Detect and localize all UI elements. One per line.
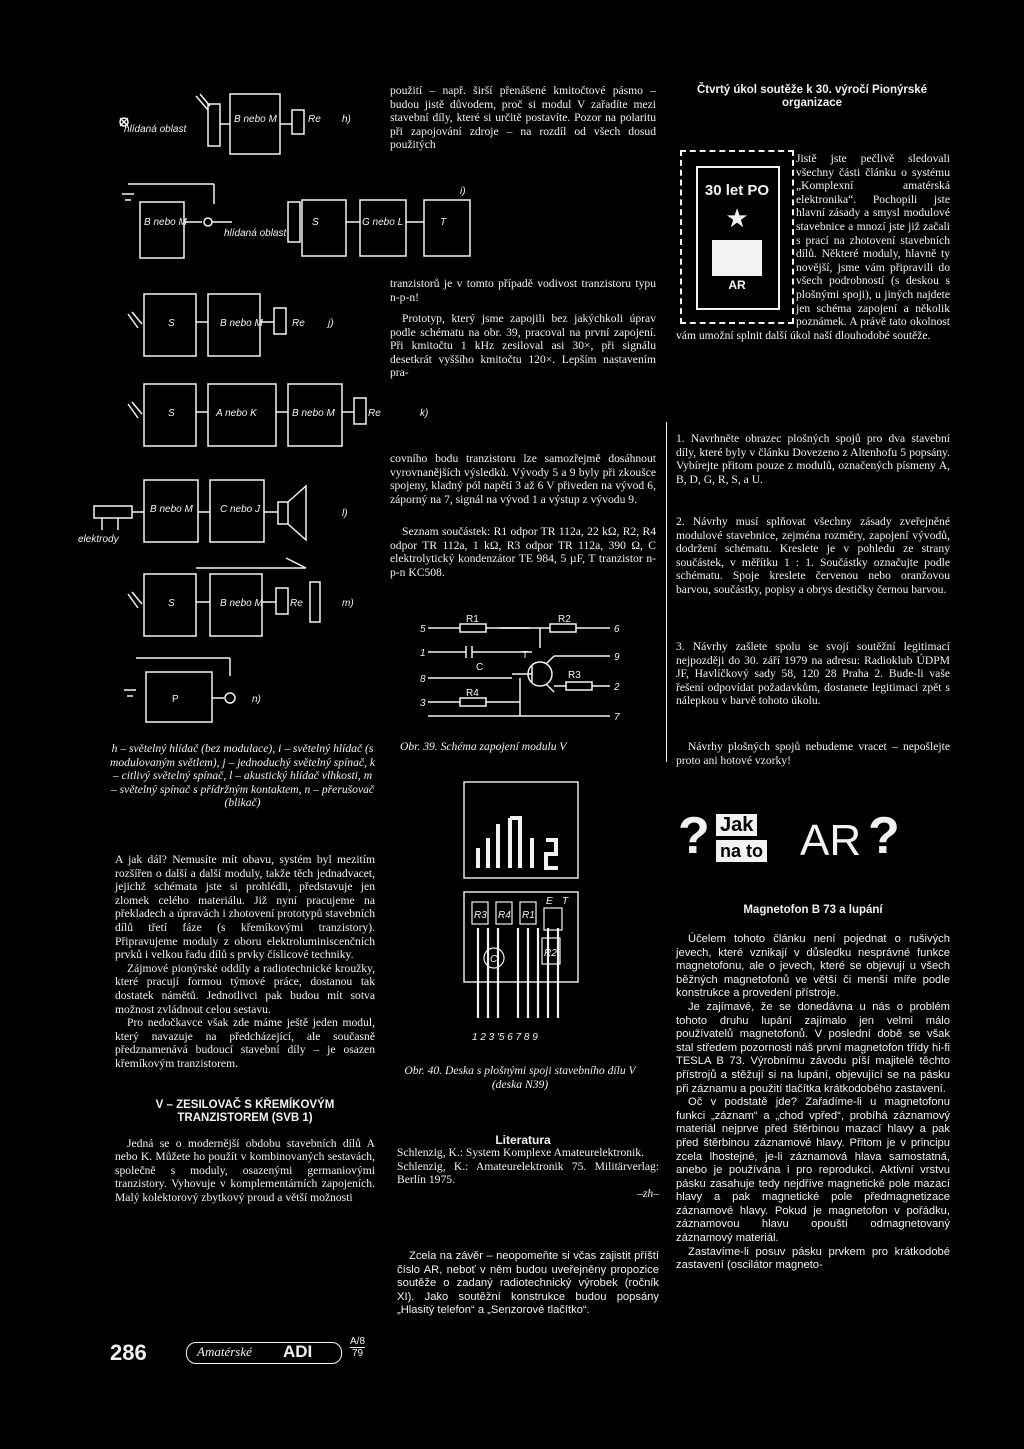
h-label: h)	[342, 114, 351, 125]
m-block-1: S	[168, 598, 175, 609]
pcb-r1: R1	[522, 910, 535, 921]
pin-6: 6	[614, 624, 620, 635]
column-divider	[666, 422, 667, 762]
pcb-e: E	[546, 896, 553, 907]
banner-jak: Jak	[716, 814, 757, 836]
mid-paragraph-3: Prototyp, který jsme zapojili bez jakýchkoli úprav podle schématu na obr. 39, pracoval na první zapojení. Při kmitočtu 1 kHz zesiloval asi 30×, při signálu desetkrát vyššího kmitočtu 120×. Lepším nastavením pra-	[390, 312, 656, 380]
mid-paragraph-6: Zcela na závěr – neopomeňte si včas zajistit příští číslo AR, neboť v něm budou uveřejněny propozice soutěže o zadaný radiotechnický výrobek (ročník XI). Jako soutěžní konstrukce budou popsány „Hlasitý telefon“ a „Senzorové tlačítko“.	[397, 1250, 659, 1317]
n-label: n)	[252, 694, 261, 705]
i-block-3: G nebo L	[362, 217, 404, 228]
pcb-module-v	[458, 778, 588, 1048]
jak-na-to-ar-banner	[678, 807, 908, 868]
magazine-logo	[186, 1342, 342, 1364]
left-paragraph-3: Pro nedočkavce však zde máme ještě jeden modul, který navazuje na předcházející, ale současně předznamenává budoucí stavební díly – je osazen křemíkovým tranzistorem.	[115, 1016, 375, 1070]
j-block-3: Re	[292, 318, 305, 329]
issue: A/8	[350, 1336, 366, 1347]
t-label: T	[522, 650, 529, 661]
pcb-r4: R4	[498, 910, 511, 921]
contest-rule-2: 2. Návrhy musí splňovat všechny zásady zveřejněné modulové stavebnice, zejména rozměry, zapojení vývodů, dodržení schématu. Kreslete je v pohledu ze strany součástek, v měřítku 1 : 1. Součástky označujte podle schématu. Spoje kreslete červenou nebo oranžovou barvou, součástky, popisy a obrys destičky černou barvou.	[676, 515, 950, 596]
i-label: i)	[460, 186, 466, 197]
j-block-2: B nebo M	[220, 318, 263, 329]
left-paragraph-2: Zájmové pionýrské oddíly a radiotechnické kroužky, které pracují formou týmové práce, dostanou tak dostatek námětů. Jednotlivci pak budou mít sotva možnost zvládnout celou sestavu.	[115, 961, 375, 1016]
year: 79	[351, 1348, 364, 1359]
contest-note: Návrhy plošných spojů nebudeme vracet – nepošlejte proto ani hotové vzorky!	[676, 740, 950, 767]
mid-paragraph-4: covního bodu tranzistoru lze samozřejmě dosáhnout vyrovnanějších výsledků. Vývody 5 a 9 byly při zkoušce spojeny, kladný pól napětí 3 až 6 V přiveden na vývod 6, záporný na 7, signál na vývod 1 a výstup z vývodu 9.	[390, 452, 656, 506]
pin-3: 3	[420, 698, 426, 709]
k-block-3: B nebo M	[292, 408, 335, 419]
l-label: l)	[342, 508, 348, 519]
l-block-2: C nebo J	[220, 504, 261, 515]
pcb-r3: R3	[474, 910, 487, 921]
contest-heading: Čtvrtý úkol soutěže k 30. výročí Pionýrské organizace	[696, 84, 928, 109]
stamp-ar: AR	[728, 278, 746, 292]
contest-rule-1: 1. Navrhněte obrazec plošných spojů pro dva stavební díly, které byly v článku Dovezeno z Altenhofu 5 popsány. Vybírejte přitom pouze z modulů, označených písmeny A, B, D, G, R, S, a U.	[676, 432, 950, 486]
issue-number	[350, 1336, 365, 1359]
magnetofon-paragraph-4: Zastavíme-li posuv pásku prvkem pro krátkodobé zastavení (oscilátor magneto-	[676, 1245, 950, 1272]
contest-rule-3: 3. Návrhy zašlete spolu se svojí soutěžní legitimací nejpozději do 30. září 1979 na adresu: Radioklub ÚDPM JF, Havlíčkový sady 58, 120 28 Praha 2. Bude-li vaše řešení odpovídat požadavkům, dostanete legitimaci zpět s nálepkou v barvě tohoto úkolu.	[676, 640, 950, 708]
diagram-k	[128, 384, 428, 446]
contest-paragraph-1: Jistě jste pečlivě sledovali všechny části článku o systému „Komplexní amatérská elektronika“. Pochopili jste hlavní zásady a smysl modulové stavebnice a mnozí jste již začali s prací na zhotovení stavebních dílů. Některé moduly, hlavně ty novější, jsme vám připravili do všech podrobností (s deskou s plošnými spoji), u jiných najdete jen schéma zapojení a několik poznámek. A právě tato okolnost vám umožní splnit další úkol naší dlouhodobé soutěže.	[676, 152, 950, 342]
mid-paragraph-1: použití – např. širší přenášené kmitočtové pásmo – budou jistě důvodem, proč si modul V zařadíte mezi stavební díly, které si určitě postavíte. Pozor na polaritu při zapojování zdroje – na rozdíl od všech dosud použitých	[390, 84, 656, 152]
m-label: m)	[342, 598, 354, 609]
k-block-4: Re	[368, 408, 381, 419]
pcb-pins: 1 2 3 ′5 6 7 8 9	[472, 1032, 538, 1043]
schematic-module-v	[400, 612, 640, 722]
magnetofon-paragraph-2: Je zajímavé, že se donedávna u nás o problém tohoto druhu lupání zajímalo jen velmi málo používatelů magnetofonů. V poslední době se však stal středem pozornosti náš první magnetofon třídy hi-fi TESLA B 73. Výrobnímu závodu píší majitelé těchto přístrojů a stěžují si na lupání, objevující se na pásku při záznamu a použití tlačítka krátkodobého zastavení.	[676, 1000, 950, 1095]
magnetofon-article	[676, 933, 950, 1273]
literature-2: Schlenzig, K.: Amateurelektronik 75. Militärverlag: Berlín 1975.	[397, 1159, 659, 1187]
question-mark-icon-2: ?	[868, 807, 900, 865]
k-label: k)	[420, 408, 429, 419]
figure-39-caption: Obr. 39. Schéma zapojení modulu V	[400, 740, 567, 753]
stamp-title: 30 let PO	[704, 182, 770, 199]
pin-1: 1	[420, 648, 426, 659]
pcb-c: C	[490, 954, 498, 965]
pin-7: 7	[614, 712, 620, 723]
i-area-label: hlídaná oblast	[224, 228, 287, 239]
diagram-i	[122, 184, 470, 258]
figure-40-caption: Obr. 40. Deska s plošnými spoji stavebního dílu V (deska N39)	[404, 1064, 636, 1091]
pcb-t: T	[562, 896, 569, 907]
magnetofon-heading: Magnetofon B 73 a lupání	[743, 904, 883, 916]
left-column	[115, 853, 375, 1204]
j-block-1: S	[168, 318, 175, 329]
r1-label: R1	[466, 614, 479, 625]
page-number: 286	[110, 1340, 147, 1365]
i-block-4: T	[440, 217, 447, 228]
c-label: C	[476, 662, 484, 673]
author-sign: –zh–	[637, 1186, 659, 1200]
pin-2: 2	[614, 682, 620, 693]
banner-ar: AR	[800, 816, 862, 865]
pin-9: 9	[614, 652, 620, 663]
j-label: j)	[328, 318, 334, 329]
banner-na-to: na to	[716, 840, 767, 862]
m-block-2: B nebo M	[220, 598, 263, 609]
mid-paragraph-5: Seznam součástek: R1 odpor TR 112a, 22 kΩ, R2, R4 odpor TR 112a, 1 kΩ, R3 odpor TR 112a, 390 Ω, C elektrolytický kondenzátor TE 984, 5 µF, T tranzistor n-p-n KC508.	[390, 525, 656, 579]
r2-label: R2	[558, 614, 571, 625]
diagram-l	[78, 480, 348, 545]
k-block-2: A nebo K	[216, 408, 257, 419]
l-electrodes-label: elektrody	[78, 534, 119, 545]
pin-8: 8	[420, 674, 426, 685]
i-block-2: S	[312, 217, 319, 228]
m-block-3: Re	[290, 598, 303, 609]
left-paragraph-1: A jak dál? Nemusíte mít obavu, systém byl mezitím rozšířen o další a další moduly, takže těch jednadvacet, jejichž schémata jste si prohlédli, představuje jen zlomek celého materiálu. Již nyní pracujeme na překladech a úpravách i zhotovení prototypů stavebních dílů třetí fáze (s křemíkovými tranzistory). Připravujeme moduly z oboru elektroluminiscenčních prvků i velkou řadu dílů s prvky číslicové techniky.	[115, 853, 375, 962]
h-block-1: B nebo M	[234, 114, 277, 125]
l-block-1: B nebo M	[150, 504, 193, 515]
n-block-1: P	[172, 694, 179, 705]
magnetofon-paragraph-1: Účelem tohoto článku není pojednat o rušivých jevech, které vznikají v důsledku nesprávné funkce magnetofonu, ale o jevech, které se objevují u všech běžných magnetofonů ve větší či menší míře podle konstrukce a provedení přístroje.	[676, 933, 950, 1000]
star-icon: ★	[725, 204, 749, 233]
diagram-h	[120, 94, 351, 154]
literature-1: Schlenzig, K.: System Komplexe Amateurelektronik.	[397, 1146, 644, 1159]
i-block-1: B nebo M	[144, 217, 187, 228]
diagram-n	[124, 658, 261, 722]
pin-5: 5	[420, 624, 426, 635]
pcb-r2: R2	[544, 948, 557, 959]
diagram-m	[128, 558, 354, 636]
logo-text-a: Amatérské	[197, 1344, 252, 1359]
k-block-1: S	[168, 408, 175, 419]
h-block-2: Re	[308, 114, 321, 125]
h-area-label: hlídaná oblast	[124, 124, 187, 135]
mid-paragraph-2: tranzistorů je v tomto případě vodivost tranzistoru typu n-p-n!	[390, 277, 656, 304]
left-paragraph-4: Jedná se o modernější obdobu stavebních dílů A nebo K. Můžete ho použít v kombinovaných sestavách, společně s moduly, osazenými germaniovými tranzistory. Vyhovuje v komplementárních zapojeních. Malý kolektorový zbytkový proud a větší možnosti	[115, 1136, 375, 1204]
section-heading-v: V – ZESILOVAČ S KŘEMÍKOVÝM TRANZISTOREM (SVB 1)	[155, 1098, 335, 1124]
stamp-spacer	[676, 152, 796, 328]
literature-list	[397, 1146, 659, 1200]
contest-intro	[676, 152, 950, 342]
r4-label: R4	[466, 688, 479, 699]
logo-text-b: ADI	[283, 1342, 313, 1361]
r3-label: R3	[568, 670, 581, 681]
caption-block-diagrams: h – světelný hlídač (bez modulace), i – světelný hlídač (s modulovaným světlem), j – jednoduchý světelný spínač, k – citlivý světelný spínač, l – akustický hlídač vlhkosti, m – světelný spínač s přídržným kontaktem, n – přerušovač (blikač)	[110, 742, 375, 810]
question-mark-icon: ?	[678, 807, 710, 865]
magnetofon-paragraph-3: Oč v podstatě jde? Zařadíme-li u magnetofonu funkci „záznam“ a „chod vpřed“, probíhá záznamový materiál nejprve před štěrbinou mazací hlavy a pak před štěrbinou záznamové hlavy. Přitom je v principu zcela lhostejné, je-li záznamová hlava samostatná, anebo je používána i pro reprodukci. Aktivní vrstvu pásku zasahuje tedy nejdříve magnetické pole mazací hlavy a pak magnetické pole předmagnetizace záznamové hlavy. Pokud je magnetofon v pořádku, záznamovou hlavu opouští odmagnetovaný záznamový materiál.	[676, 1096, 950, 1245]
literature-heading: Literatura	[495, 1133, 551, 1147]
diagram-j	[128, 294, 334, 356]
